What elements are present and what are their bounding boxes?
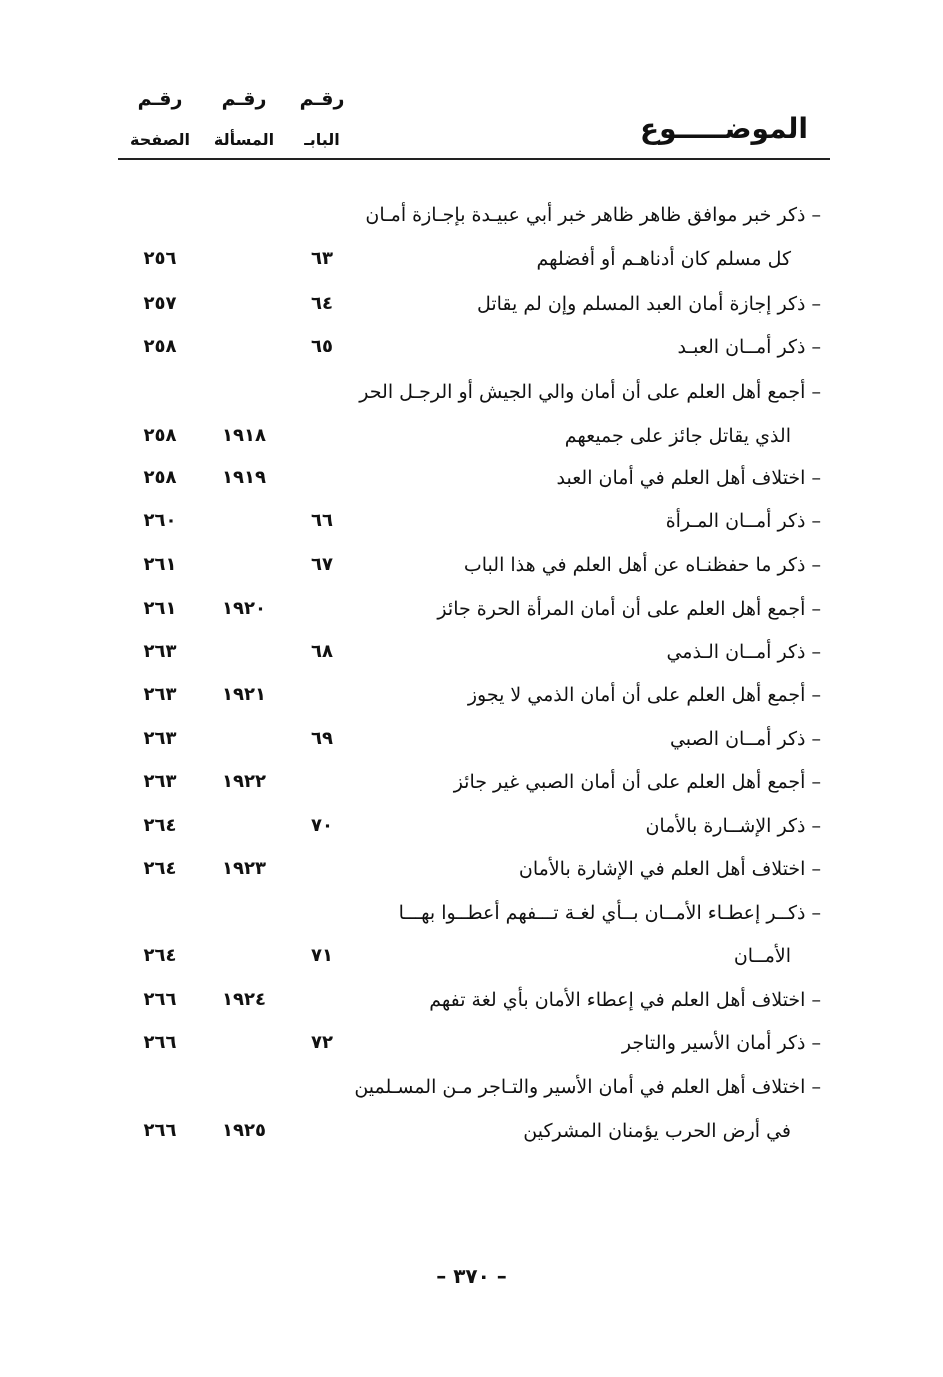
page-number-cell: ٢٥٦ [143, 248, 177, 269]
page-number-cell: ٢٦٤ [143, 945, 177, 966]
toc-row [0, 200, 943, 230]
toc-row [0, 811, 943, 841]
toc-entry-text: – ذكر إجازة أمان العبد المسلم وإن لم يقاتل [476, 293, 821, 315]
toc-entry-text: – ذكر خبر موافق ظاهر ظاهر خبر أبي عبيـدة بإجـازة أمـان [365, 204, 821, 226]
toc-row [0, 506, 943, 536]
toc-entry-text: – ذكر أمــان العبـد [677, 336, 821, 358]
issue-number: ١٩٢٤ [222, 989, 266, 1010]
toc-entry-text: – اختلاف أهل العلم في إعطاء الأمان بأي لغة تفهم [429, 989, 821, 1011]
toc-row [0, 421, 943, 451]
page-number-cell: ٢٦٣ [143, 641, 177, 662]
toc-entry-text: – ذكر أمــان المـرأة [665, 510, 821, 532]
toc-row [0, 1072, 943, 1102]
toc-row [0, 594, 943, 624]
toc-entry-text: – أجمع أهل العلم على أن أمان الذمي لا يجوز [467, 684, 821, 706]
toc-entry-text: – اختلاف أهل العلم في الإشارة بالأمان [518, 858, 821, 880]
toc-entry-text: – اختلاف أهل العلم في أمان العبد [556, 467, 821, 489]
toc-row [0, 1116, 943, 1146]
page-number-cell: ٢٦٠ [143, 510, 177, 531]
issue-column-header-top: رقـم [221, 88, 267, 110]
chapter-number: ٦٧ [311, 554, 333, 575]
toc-row [0, 289, 943, 319]
chapter-number: ٧١ [311, 945, 333, 966]
chapter-column-header-top: رقـم [299, 88, 345, 110]
chapter-number: ٦٥ [311, 336, 333, 357]
chapter-number: ٦٨ [311, 641, 333, 662]
toc-row [0, 941, 943, 971]
page-number-cell: ٢٥٨ [143, 467, 177, 488]
chapter-number: ٦٣ [311, 248, 333, 269]
chapter-column-header-bottom: البابـ [304, 130, 340, 149]
toc-entry-text: – ذكــر إعطـاء الأمــان بــأي لغـة تـــفهم أعطــوا بهـــا [398, 902, 821, 924]
page-column-header-bottom: الصفحة [129, 130, 190, 149]
toc-row [0, 898, 943, 928]
toc-row [0, 1028, 943, 1058]
chapter-number: ٦٩ [311, 728, 333, 749]
page-number-cell: ٢٥٨ [143, 425, 177, 446]
toc-entry-text: – ذكر ما حفظنـاه عن أهل العلم في هذا الباب [463, 554, 821, 576]
toc-entry-text: – ذكر أمان الأسير والتاجر [621, 1032, 821, 1054]
page-number-cell: ٢٦٤ [143, 815, 177, 836]
toc-entry-text: – أجمع أهل العلم على أن أمان المرأة الحرة جائز [437, 598, 821, 620]
page-column-header-top: رقـم [137, 88, 183, 110]
page-number-cell: ٢٦٣ [143, 771, 177, 792]
page-number-cell: ٢٦١ [143, 598, 177, 619]
table-header [0, 0, 943, 160]
issue-number: ١٩٢٠ [222, 598, 266, 619]
chapter-number: ٦٤ [311, 293, 333, 314]
issue-number: ١٩١٩ [222, 467, 266, 488]
page-number-cell: ٢٦٦ [143, 1120, 177, 1141]
issue-number: ١٩٢٥ [222, 1120, 266, 1141]
issue-number: ١٩٢٣ [222, 858, 266, 879]
chapter-number: ٦٦ [311, 510, 333, 531]
toc-entry-text: كل مسلم كان أدناهـم أو أفضلهم [536, 248, 791, 270]
toc-row [0, 550, 943, 580]
toc-entry-text: الأمــان [733, 945, 791, 967]
page-number-cell: ٢٦٦ [143, 1032, 177, 1053]
chapter-number: ٧٢ [311, 1032, 333, 1053]
issue-column-header-bottom: المسألة [213, 130, 275, 149]
toc-entry-text: – ذكر الإشــارة بالأمان [645, 815, 821, 837]
toc-entry-text: – ذكر أمــان الصبي [669, 728, 821, 750]
page-number-cell: ٢٦٦ [143, 989, 177, 1010]
page-number: – ٣٧٠ – [436, 1264, 507, 1288]
page-number-cell: ٢٦٣ [143, 684, 177, 705]
toc-row [0, 332, 943, 362]
toc-entry-text: – أجمع أهل العلم على أن أمان الصبي غير جائز [453, 771, 821, 793]
toc-entry-text: في أرض الحرب يؤمنان المشركين [523, 1120, 791, 1142]
issue-number: ١٩٢١ [222, 684, 266, 705]
toc-row [0, 244, 943, 274]
page-title: الموضـــــوع [639, 112, 808, 145]
page-number-cell: ٢٦٤ [143, 858, 177, 879]
toc-row [0, 680, 943, 710]
page-number-cell: ٢٦١ [143, 554, 177, 575]
page-number-cell: ٢٦٣ [143, 728, 177, 749]
toc-row [0, 463, 943, 493]
toc-entry-text: الذي يقاتل جائز على جميعهم [564, 425, 791, 447]
toc-row [0, 377, 943, 407]
toc-row [0, 854, 943, 884]
toc-entry-text: – أجمع أهل العلم على أن أمان والي الجيش أو الرجـل الحر [359, 381, 821, 403]
chapter-number: ٧٠ [311, 815, 333, 836]
toc-row [0, 767, 943, 797]
toc-row [0, 724, 943, 754]
toc-entry-text: – اختلاف أهل العلم في أمان الأسير والتـاجر مـن المسـلمين [354, 1076, 821, 1098]
toc-row [0, 637, 943, 667]
issue-number: ١٩٢٢ [222, 771, 266, 792]
page-number-cell: ٢٥٧ [143, 293, 177, 314]
issue-number: ١٩١٨ [222, 425, 266, 446]
page-number-cell: ٢٥٨ [143, 336, 177, 357]
header-divider [118, 158, 830, 160]
toc-row [0, 985, 943, 1015]
toc-entry-text: – ذكر أمــان الـذمي [666, 641, 821, 663]
